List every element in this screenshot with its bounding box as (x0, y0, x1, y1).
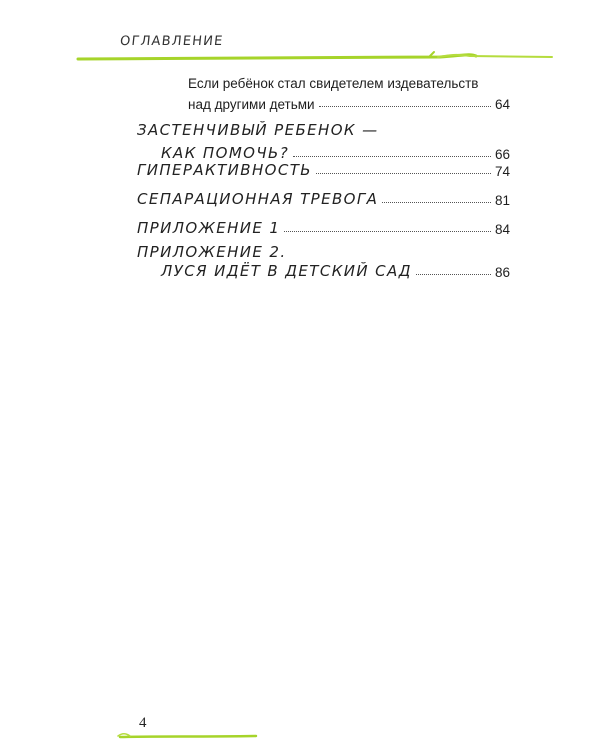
toc-subentry-line1: Если ребёнок стал свидетелем издевательств (188, 76, 479, 91)
toc-subentry-page: 64 (494, 97, 510, 112)
toc-subentry-line2: над другими детьми (188, 97, 315, 112)
leader-dots (382, 202, 491, 203)
leader-dots (416, 274, 491, 275)
toc-entry-hyperactivity-page: 74 (494, 164, 510, 179)
toc-entry-shy-child[interactable] (161, 144, 510, 162)
toc-entry-hyperactivity[interactable] (137, 161, 510, 179)
header-rule (0, 50, 600, 70)
leader-dots (316, 173, 491, 174)
page-number: 4 (139, 715, 147, 731)
toc-entry-separation-anxiety-title: СЕПАРАЦИОННАЯ ТРЕВОГА (137, 190, 379, 208)
toc-entry-appendix-1-page: 84 (494, 222, 510, 237)
toc-subentry[interactable] (188, 97, 510, 112)
toc-entry-appendix-2-line1: ПРИЛОЖЕНИЕ 2. (137, 243, 287, 261)
leader-dots (284, 231, 491, 232)
header-title: ОГЛАВЛЕНИЕ (119, 34, 225, 49)
toc-entry-separation-anxiety-page: 81 (494, 193, 510, 208)
toc-entry-shy-child-line1: ЗАСТЕНЧИВЫЙ РЕБЕНОК — (137, 121, 379, 139)
toc-entry-hyperactivity-title: ГИПЕРАКТИВНОСТЬ (137, 161, 312, 179)
toc-entry-shy-child-line2: КАК ПОМОЧЬ? (161, 144, 290, 162)
toc-entry-appendix-1-title: ПРИЛОЖЕНИЕ 1 (137, 219, 281, 237)
toc-entry-shy-child-page: 66 (494, 147, 510, 162)
leader-dots (293, 156, 491, 157)
toc-entry-appendix-2-page: 86 (494, 265, 510, 280)
toc-entry-appendix-2-line2: ЛУСЯ ИДЁТ В ДЕТСКИЙ САД (161, 262, 412, 280)
toc-entry-appendix-1[interactable] (137, 219, 510, 237)
toc-entry-separation-anxiety[interactable] (137, 190, 510, 208)
toc-entry-appendix-2[interactable] (161, 262, 510, 280)
leader-dots (319, 106, 491, 107)
footer-rule (0, 728, 600, 748)
